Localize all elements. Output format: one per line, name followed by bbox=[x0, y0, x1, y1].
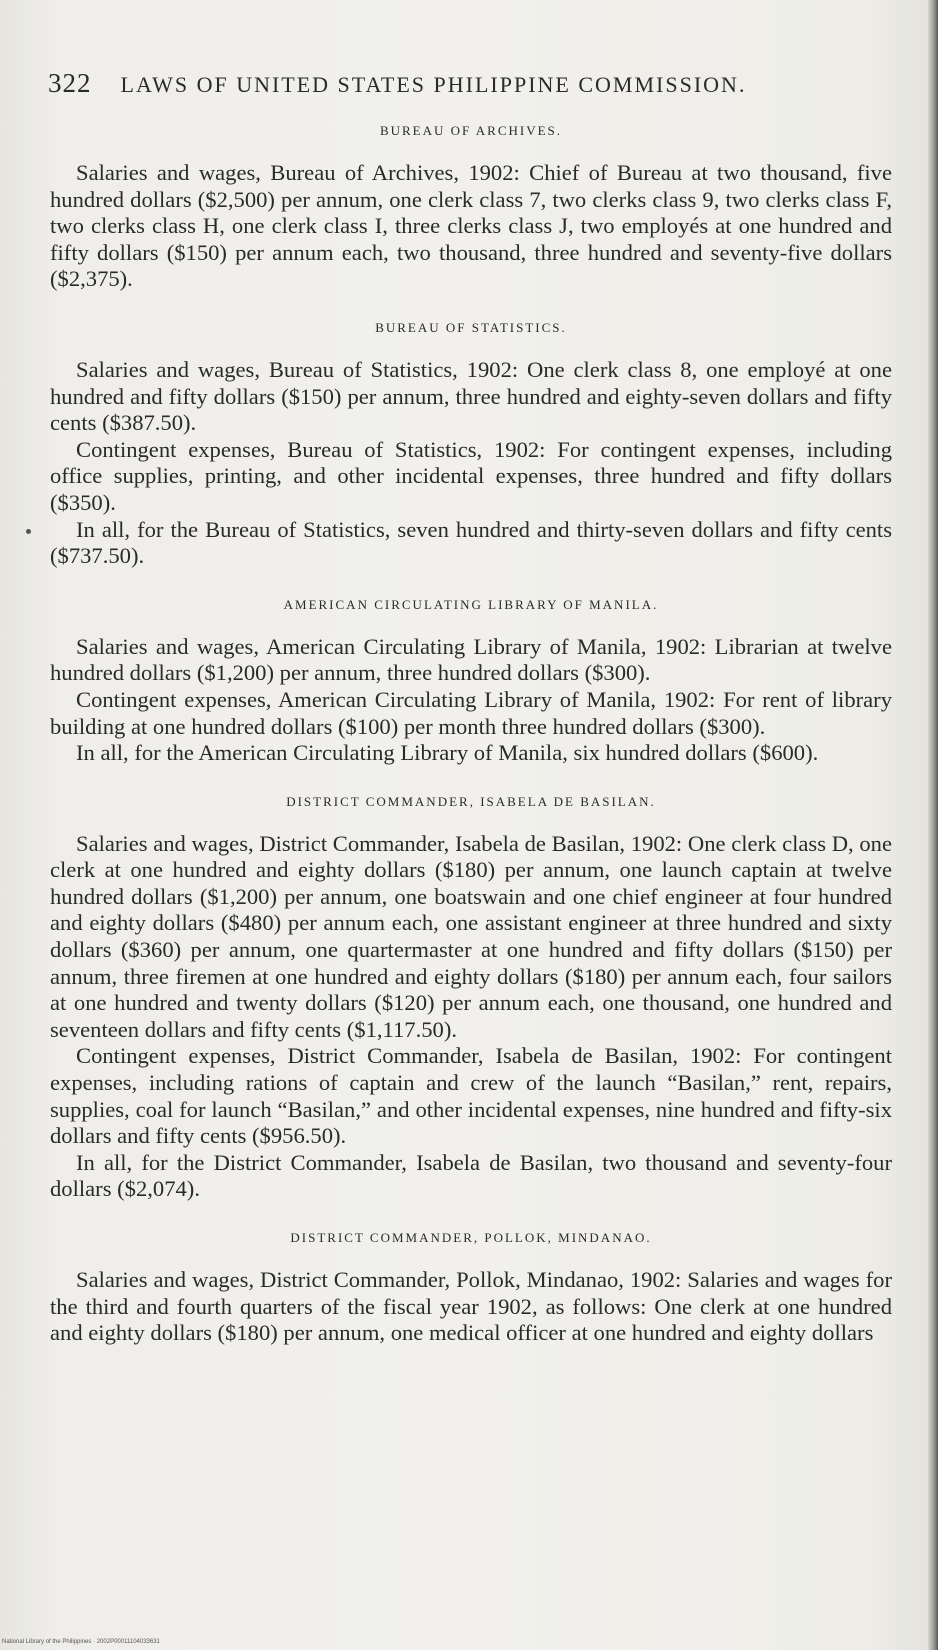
section-heading: DISTRICT COMMANDER, ISABELA DE BASILAN. bbox=[286, 793, 656, 809]
page-body bbox=[50, 122, 892, 1347]
running-head-title: LAWS OF UNITED STATES PHILIPPINE COMMISSION. bbox=[120, 72, 747, 97]
paragraph: Contingent expenses, Bureau of Statistics, 1902: For contingent expenses, including office supplies, printing, and other incidental expenses, three hundred and fifty dollars ($350). bbox=[50, 436, 892, 515]
page-edge-shadow bbox=[928, 0, 938, 1650]
paragraph: Contingent expenses, American Circulating Library of Manila, 1902: For rent of library building at one hundred dollars ($100) per month three hundred dollars ($300). bbox=[50, 686, 892, 739]
section-bureau-of-statistics bbox=[50, 319, 892, 570]
paragraph: In all, for the American Circulating Library of Manila, six hundred dollars ($600). bbox=[76, 740, 819, 766]
paragraph: Salaries and wages, American Circulating Library of Manila, 1902: Librarian at twelve hundred dollars ($1,200) per annum, three hundred dollars ($300). bbox=[50, 633, 892, 686]
running-head bbox=[48, 68, 888, 99]
section-american-circulating-library bbox=[50, 596, 892, 767]
section-bureau-of-archives bbox=[50, 122, 892, 293]
page-number: 322 bbox=[48, 68, 92, 98]
scan-footer: National Library of the Philippines · 2002P00011104033631 bbox=[2, 1639, 160, 1645]
paragraph: Contingent expenses, District Commander, Isabela de Basilan, 1902: For contingent expenses, including rations of captain and crew of the launch “Basilan,” rent, repairs, supplies, coal for launch “Basilan,” and other incidental expenses, nine hundred and fifty-six dollars and fifty cents ($956.50). bbox=[50, 1043, 892, 1149]
paragraph: Salaries and wages, Bureau of Archives, 1902: Chief of Bureau at two thousand, five hundred dollars ($2,500) per annum, one clerk class 7, two clerks class 9, two clerks class F, two clerks class H, one clerk class I, three clerks class J, two employés at one hundred and fifty dollars ($150) per annum each, two thousand, three hundred and seventy-five dollars ($2,375). bbox=[50, 160, 892, 292]
margin-dot bbox=[26, 529, 31, 534]
section-heading: AMERICAN CIRCULATING LIBRARY OF MANILA. bbox=[283, 596, 659, 612]
section-heading: BUREAU OF STATISTICS. bbox=[375, 319, 567, 335]
paragraph: Salaries and wages, Bureau of Statistics, 1902: One clerk class 8, one employé at one hundred and fifty dollars ($150) per annum, three hundred and eighty-seven dollars and fifty cents ($387.50). bbox=[50, 356, 892, 436]
section-district-commander-basilan bbox=[50, 793, 892, 1203]
section-heading: BUREAU OF ARCHIVES. bbox=[379, 123, 563, 138]
paragraph: Salaries and wages, District Commander, Pollok, Mindanao, 1902: Salaries and wages for the third and fourth quarters of the fiscal year 1902, as follows: One clerk at one hundred and eighty dollars ($180) per annum, one medical officer at one hundred and eighty dollars bbox=[50, 1267, 892, 1346]
section-district-commander-pollok bbox=[50, 1229, 892, 1347]
section-heading: DISTRICT COMMANDER, POLLOK, MINDANAO. bbox=[290, 1230, 652, 1245]
paragraph: In all, for the District Commander, Isabela de Basilan, two thousand and seventy-four dollars ($2,074). bbox=[50, 1149, 892, 1202]
paragraph: Salaries and wages, District Commander, Isabela de Basilan, 1902: One clerk class D, one clerk at one hundred and eighty dollars ($180) per annum, one launch captain at twelve hundred dollars ($1,200) per annum, one boatswain and one chief engineer at four hundred and eighty dollars ($480) per annum each, one assistant engineer at three hundred and sixty dollars ($360) per annum, one quartermaster at one hundred and fifty dollars ($150) per annum, three firemen at one hundred and eighty dollars ($180) per annum each, four sailors at one hundred and twenty dollars ($120) per annum each, one thousand, one hundred and seventeen dollars and fifty cents ($1,117.50). bbox=[50, 830, 892, 1042]
paragraph: In all, for the Bureau of Statistics, seven hundred and thirty-seven dollars and fifty cents ($737.50). bbox=[50, 516, 892, 569]
